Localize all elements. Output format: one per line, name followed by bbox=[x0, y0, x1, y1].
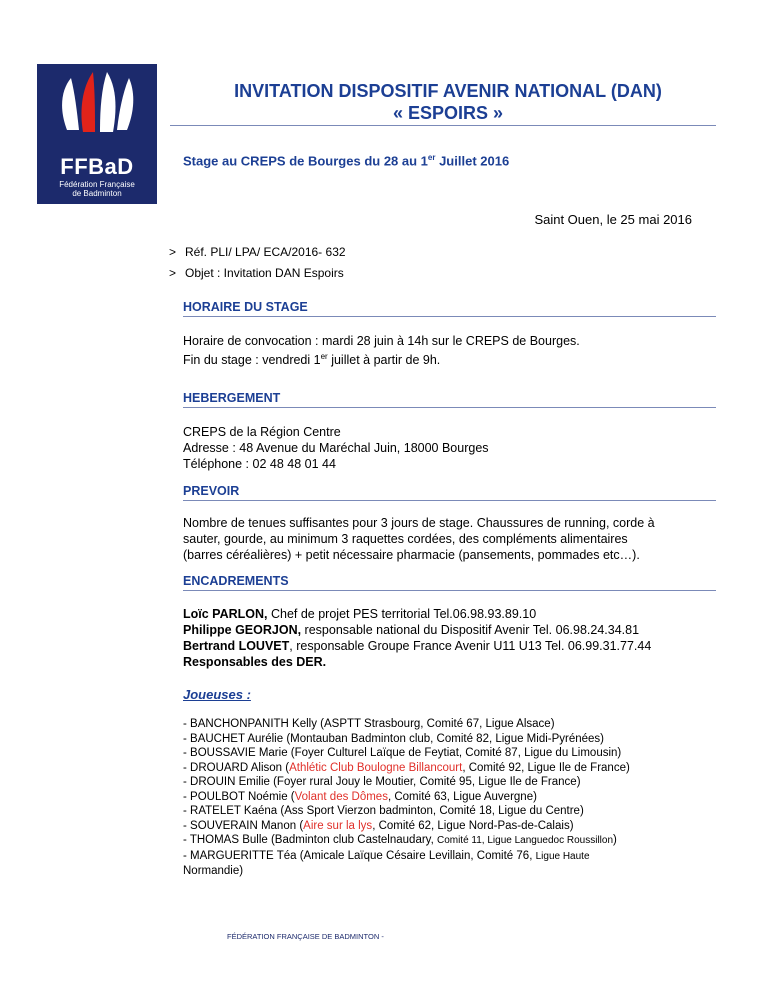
staff-row: Loïc PARLON, Chef de projet PES territorial Tel.06.98.93.89.10 bbox=[183, 607, 537, 621]
letter-date: Saint Ouen, le 25 mai 2016 bbox=[534, 212, 692, 227]
section-heading-encadrements: ENCADREMENTS bbox=[183, 574, 716, 591]
logo-wordmark: FFBaD bbox=[60, 154, 134, 179]
list-item: - DROUIN Emilie (Foyer rural Jouy le Moutier, Comité 95, Ligue Ile de France) bbox=[183, 776, 581, 788]
list-item: Normandie) bbox=[183, 865, 244, 877]
list-item: - SOUVERAIN Manon (Aire sur la lys, Comité 62, Ligue Nord-Pas-de-Calais) bbox=[183, 819, 574, 832]
section-heading-prevoir: PREVOIR bbox=[183, 484, 716, 501]
list-item: - MARGUERITTE Téa (Amicale Laïque Césaire Levillain, Comité 76, Ligue Haute bbox=[183, 849, 590, 862]
logo-subtitle-line1: Fédération Française bbox=[59, 180, 135, 189]
document-title-line2: « ESPOIRS » bbox=[392, 103, 504, 123]
stage-subtitle: Stage au CREPS de Bourges du 28 au 1er Juillet 2016 bbox=[183, 153, 510, 169]
section-heading-horaire: HORAIRE DU STAGE bbox=[183, 300, 716, 317]
page-footer: FÉDÉRATION FRANÇAISE DE BADMINTON - bbox=[227, 932, 384, 941]
list-item: - THOMAS Bulle (Badminton club Castelnaudary, Comité 11, Ligue Languedoc Roussillon) bbox=[183, 834, 617, 846]
list-item: - BOUSSAVIE Marie (Foyer Culturel Laïque de Feytiat, Comité 87, Ligue du Limousin) bbox=[183, 747, 622, 759]
document-title-line1: INVITATION DISPOSITIF AVENIR NATIONAL (DAN) bbox=[234, 81, 662, 101]
encadrements-list: Loïc PARLON, Chef de projet PES territorial Tel.06.98.93.89.10 Philippe GEORJON, responsable national du Dispositif Avenir Tel. 06.98.24.34.81 Bertrand LOUVET, responsable Groupe France Avenir U11 U13 Tel. 06.99.31.77.44 Responsables des DER. bbox=[183, 606, 723, 670]
logo-subtitle-line2: de Badminton bbox=[72, 189, 122, 198]
players-heading: Joueuses : bbox=[183, 687, 251, 702]
reference-line: > Réf. PLI/ LPA/ ECA/2016- 632 bbox=[169, 245, 346, 259]
players-list bbox=[183, 717, 723, 879]
list-item: - POULBOT Noémie (Volant des Dômes, Comité 63, Ligue Auvergne) bbox=[183, 790, 537, 803]
ffbad-logo bbox=[37, 64, 157, 204]
list-item: - RATELET Kaéna (Ass Sport Vierzon badminton, Comité 18, Ligue du Centre) bbox=[183, 805, 584, 817]
staff-row: Philippe GEORJON, responsable national du Dispositif Avenir Tel. 06.98.24.34.81 bbox=[183, 623, 640, 637]
list-item: - BANCHONPANITH Kelly (ASPTT Strasbourg, Comité 67, Ligue Alsace) bbox=[183, 718, 555, 730]
list-item: - BAUCHET Aurélie (Montauban Badminton club, Comité 82, Ligue Midi-Pyrénées) bbox=[183, 732, 605, 745]
horaire-text: Horaire de convocation : mardi 28 juin à 14h sur le CREPS de Bourges. Fin du stage : vendredi 1er juillet à partir de 9h. bbox=[183, 334, 580, 368]
shuttlecock-icon bbox=[37, 64, 157, 154]
section-heading-hebergement: HEBERGEMENT bbox=[183, 391, 716, 408]
list-item: - DROUARD Alison (Athlétic Club Boulogne Billancourt, Comité 92, Ligue Ile de France) bbox=[183, 761, 630, 774]
title-divider bbox=[170, 125, 716, 126]
staff-row: Bertrand LOUVET, responsable Groupe France Avenir U11 U13 Tel. 06.99.31.77.44 bbox=[183, 639, 652, 653]
prevoir-text: Nombre de tenues suffisantes pour 3 jours de stage. Chaussures de running, corde à sauter, gourde, au minimum 3 raquettes cordées, des compléments alimentaires (barres céréalières) + petit nécessaire pharmacie (pansements, pommades etc…). bbox=[183, 516, 655, 562]
hebergement-text: CREPS de la Région Centre Adresse : 48 Avenue du Maréchal Juin, 18000 Bourges Téléphone : 02 48 48 01 44 bbox=[183, 425, 489, 471]
object-line: > Objet : Invitation DAN Espoirs bbox=[169, 266, 344, 280]
